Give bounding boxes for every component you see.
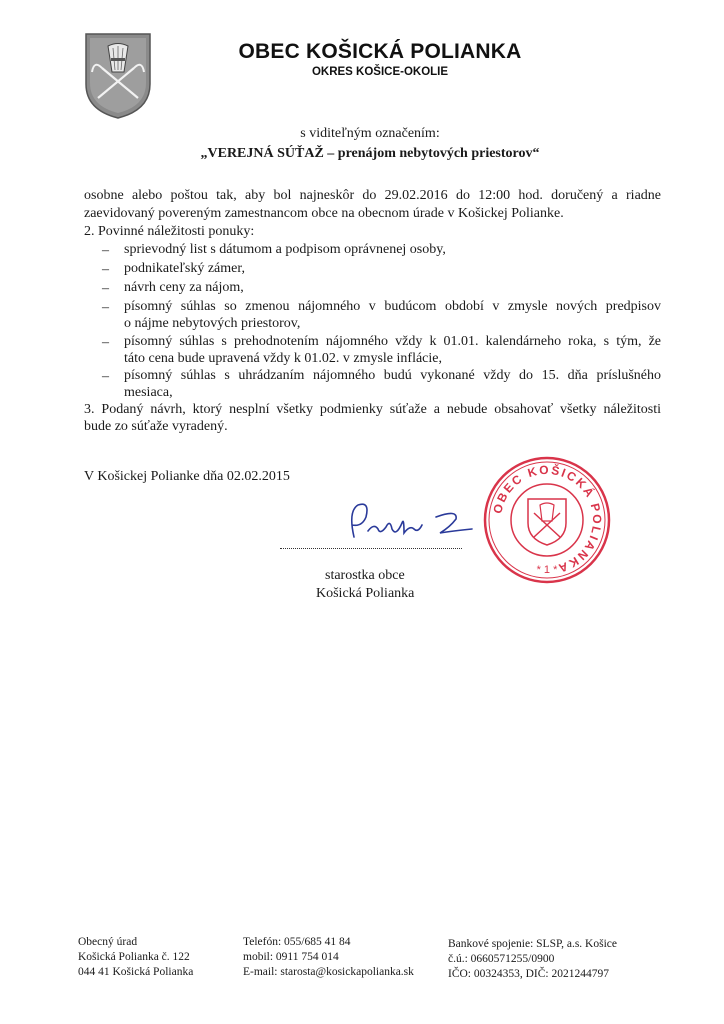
footer-bank (448, 937, 668, 982)
signer-title: starostka obce (325, 568, 405, 583)
list-item: návrh ceny za nájom, (124, 280, 244, 295)
section-2-title: 2. Povinné náležitosti ponuky: (84, 224, 255, 239)
list-bullet: – (102, 369, 109, 384)
intro-line: s viditeľným označením: (300, 126, 440, 141)
district-subtitle: OKRES KOŠICE-OKOLIE (311, 66, 449, 78)
list-item: podnikateľský zámer, (124, 261, 245, 276)
section-3-line: 3. Podaný návrh, ktorý nesplní všetky podmienky súťaže a nebude obsahovať všetky náležitosti (84, 402, 661, 417)
svg-text:OBEC KOŠICKÁ POLIANKA: OBEC KOŠICKÁ POLIANKA (490, 462, 605, 576)
list-item-continuation: o nájme nebytových priestorov, (124, 316, 301, 331)
list-item: písomný súhlas s uhrádzaním nájomného budú vykonané vždy do 15. dňa príslušného (124, 368, 661, 383)
list-bullet: – (102, 262, 109, 277)
list-item-continuation: táto cena bude upravená vždy k 01.02. v zmysle inflácie, (124, 351, 442, 366)
footer-email: E-mail: starosta@kosickapolianka.sk (243, 966, 414, 978)
signature-line (280, 548, 462, 550)
signer-place: Košická Polianka (316, 586, 415, 601)
footer-line: Bankové spojenie: SLSP, a.s. Košice (448, 938, 617, 950)
coat-of-arms-icon (84, 32, 152, 120)
list-bullet: – (102, 300, 109, 315)
list-item: písomný súhlas so zmenou nájomného v budúcom období v zmysle nových predpisov (124, 299, 661, 314)
body-paragraph-line: osobne alebo poštou tak, aby bol najneskôr do 29.02.2016 do 12:00 hod. doručený a riadne (84, 188, 661, 203)
municipality-title: OBEC KOŠICKÁ POLIANKA (238, 40, 522, 63)
footer-line: 044 41 Košická Polianka (78, 966, 194, 978)
list-bullet: – (102, 335, 109, 350)
footer-phone: Telefón: 055/685 41 84 (243, 936, 351, 948)
body-paragraph-line: zaevidovaný povereným zamestnancom obce na obecnom úrade v Košickej Polianke. (84, 206, 564, 221)
place-and-date: V Košickej Polianke dňa 02.02.2015 (84, 469, 290, 484)
footer-line: č.ú.: 0660571255/0900 (448, 953, 555, 965)
footer-line: IČO: 00324353, DIČ: 2021244797 (448, 968, 609, 980)
footer-office (78, 935, 238, 980)
official-stamp-icon (482, 455, 612, 585)
list-item: písomný súhlas s prehodnotením nájomného vždy k 01.01. kalendárneho roka, s tým, že (124, 334, 661, 349)
footer-line: Obecný úrad (78, 936, 138, 948)
svg-text:* 1 *: * 1 * (536, 564, 558, 576)
signature-icon (340, 497, 480, 549)
list-bullet: – (102, 243, 109, 258)
tender-heading: „VEREJNÁ SÚŤAŽ – prenájom nebytových priestorov“ (200, 146, 540, 161)
footer-contact (243, 935, 443, 980)
footer-line: Košická Polianka č. 122 (78, 951, 190, 963)
section-3-line: bude zo súťaže vyradený. (84, 419, 228, 434)
list-item: sprievodný list s dátumom a podpisom oprávnenej osoby, (124, 242, 446, 257)
list-item-continuation: mesiaca, (124, 385, 173, 400)
list-bullet: – (102, 281, 109, 296)
footer-mobile: mobil: 0911 754 014 (243, 951, 339, 963)
